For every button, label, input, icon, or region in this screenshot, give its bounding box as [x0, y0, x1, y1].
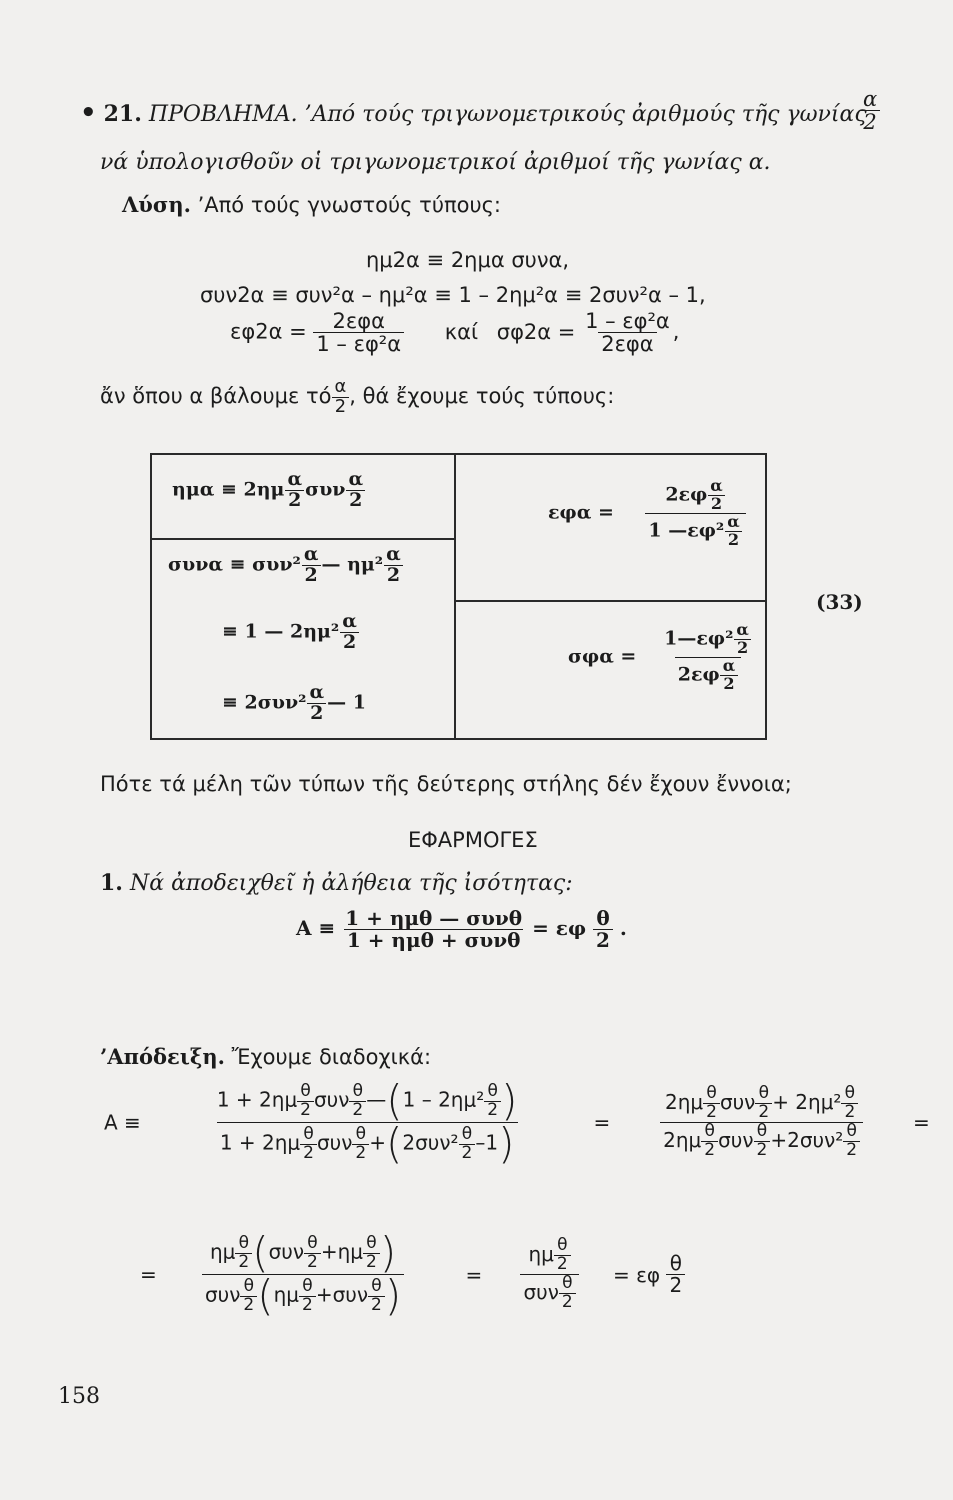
application-1-formula: Α ≡ $\frac{\text{1 + ημθ — συνθ}}{\text{1 + ημθ + συνθ}}$ = εφ $\frac{\theta}{2}$ .	[296, 906, 627, 952]
table-divider-vertical	[454, 453, 456, 740]
application-1-statement: 1. Νά ἀποδειχθεῖ ἡ ἀλήθεια τῆς ἰσότητας:	[100, 870, 573, 896]
formula-sin2a: ημ2α ≡ 2ημα συνα,	[366, 248, 570, 272]
equation-number: (33)	[816, 590, 863, 614]
cos-half-angle-formula-2: ≡ 1 — 2ημ² $\frac{\alpha}{2}$	[222, 612, 360, 653]
question-line: Πότε τά μέλη τῶν τύπων τῆς δεύτερης στήλης δέν ἔχουν ἔννοια;	[100, 772, 792, 796]
table-divider-left	[150, 538, 454, 540]
formula-tan2a: εφ2α = $\frac{\text{2εφα}}{\text{1 – εφ²α}}$ καί σφ2α = $\frac{\text{1 – εφ²α}}{\text{2εφα}}$ ,	[230, 309, 680, 357]
formula-cos2a: συν2α ≡ συν²α – ημ²α ≡ 1 – 2ημ²α ≡ 2συν²α – 1,	[200, 283, 706, 307]
solution-label: Λύση.	[122, 192, 191, 217]
tan-half-angle-formula: εφα = 2εφ $\frac{\alpha}{2}$ 1 —εφ² $\frac{\alpha}{2}$	[548, 478, 771, 549]
cot-half-angle-formula: σφα = 1—εφ² $\frac{\alpha}{2}$ 2εφ $\frac{\alpha}{2}$	[568, 622, 773, 693]
problem-heading: ΠΡΟΒΛΗΜΑ.	[148, 102, 298, 127]
problem-line-1	[80, 98, 867, 128]
proof-intro: ’Απόδειξη. Ἔχουμε διαδοχικά:	[100, 1044, 432, 1069]
cos-half-angle-formula-1: συνα ≡ συν² $\frac{\alpha}{2}$ — ημ² $\frac{\alpha}{2}$	[168, 545, 404, 586]
solution-intro-text: ’Από τούς γνωστούς τύπους:	[197, 193, 502, 217]
sin-half-angle-formula: ημα ≡ 2ημ $\frac{\alpha}{2}$ συν $\frac{\alpha}{2}$	[172, 470, 366, 511]
cos-half-angle-formula-3: ≡ 2συν² $\frac{\alpha}{2}$ — 1	[222, 681, 366, 724]
problem-statement-1: ’Από τούς τριγωνομετρικούς ἀριθμούς τῆς γωνίας	[304, 102, 867, 127]
applications-title: ΕΦΑΡΜΟΓΕΣ	[408, 828, 538, 852]
table-divider-right	[456, 600, 767, 602]
page-number: 158	[58, 1384, 100, 1409]
problem-angle-fraction: $\frac{\alpha}{2}$	[860, 88, 880, 133]
proof-step-1: Α ≡ 1 + 2ημ $\frac{\theta}{2}$ συν $\frac{\theta}{2}$ —(1 – 2ημ² $\frac{\theta}{2}$ ) 1 + 2ημ $\frac{\theta}{2}$ συν $\frac{\theta}{2}$ +(2συν² $\frac{\theta}{2}$ –1) = 2ημ $\frac{\theta}{2}$ συν $\frac{\theta}{2}$ + 2ημ² $\frac{\theta}{2}$ 2ημ $\frac{\theta}{2}$ συν $\frac{\theta}{2}$ +2συν² $\frac{\theta}{2}$ =	[104, 1076, 930, 1168]
proof-step-2: = ημ $\frac{\theta}{2}$ (συν $\frac{\theta}{2}$ +ημ $\frac{\theta}{2}$ ) συν $\frac{\theta}{2}$ (ημ $\frac{\theta}{2}$ +συν $\frac{\theta}{2}$ ) = ημ $\frac{\theta}{2}$ συν $\frac{\theta}{2}$ = εφ $\frac{\theta}{2}$	[140, 1232, 685, 1317]
problem-number: 21.	[103, 101, 142, 127]
solution-intro	[122, 192, 501, 217]
problem-line-2: νά ὑπολογισθοῦν οἱ τριγωνομετρικοί ἀριθμοί τῆς γωνίας α.	[100, 150, 771, 175]
bullet: •	[80, 98, 97, 128]
substitution-line: ἄν ὅπου α βάλουμε τό $\frac{\alpha}{2}$ , θά ἔχουμε τούς τύπους:	[100, 376, 615, 417]
